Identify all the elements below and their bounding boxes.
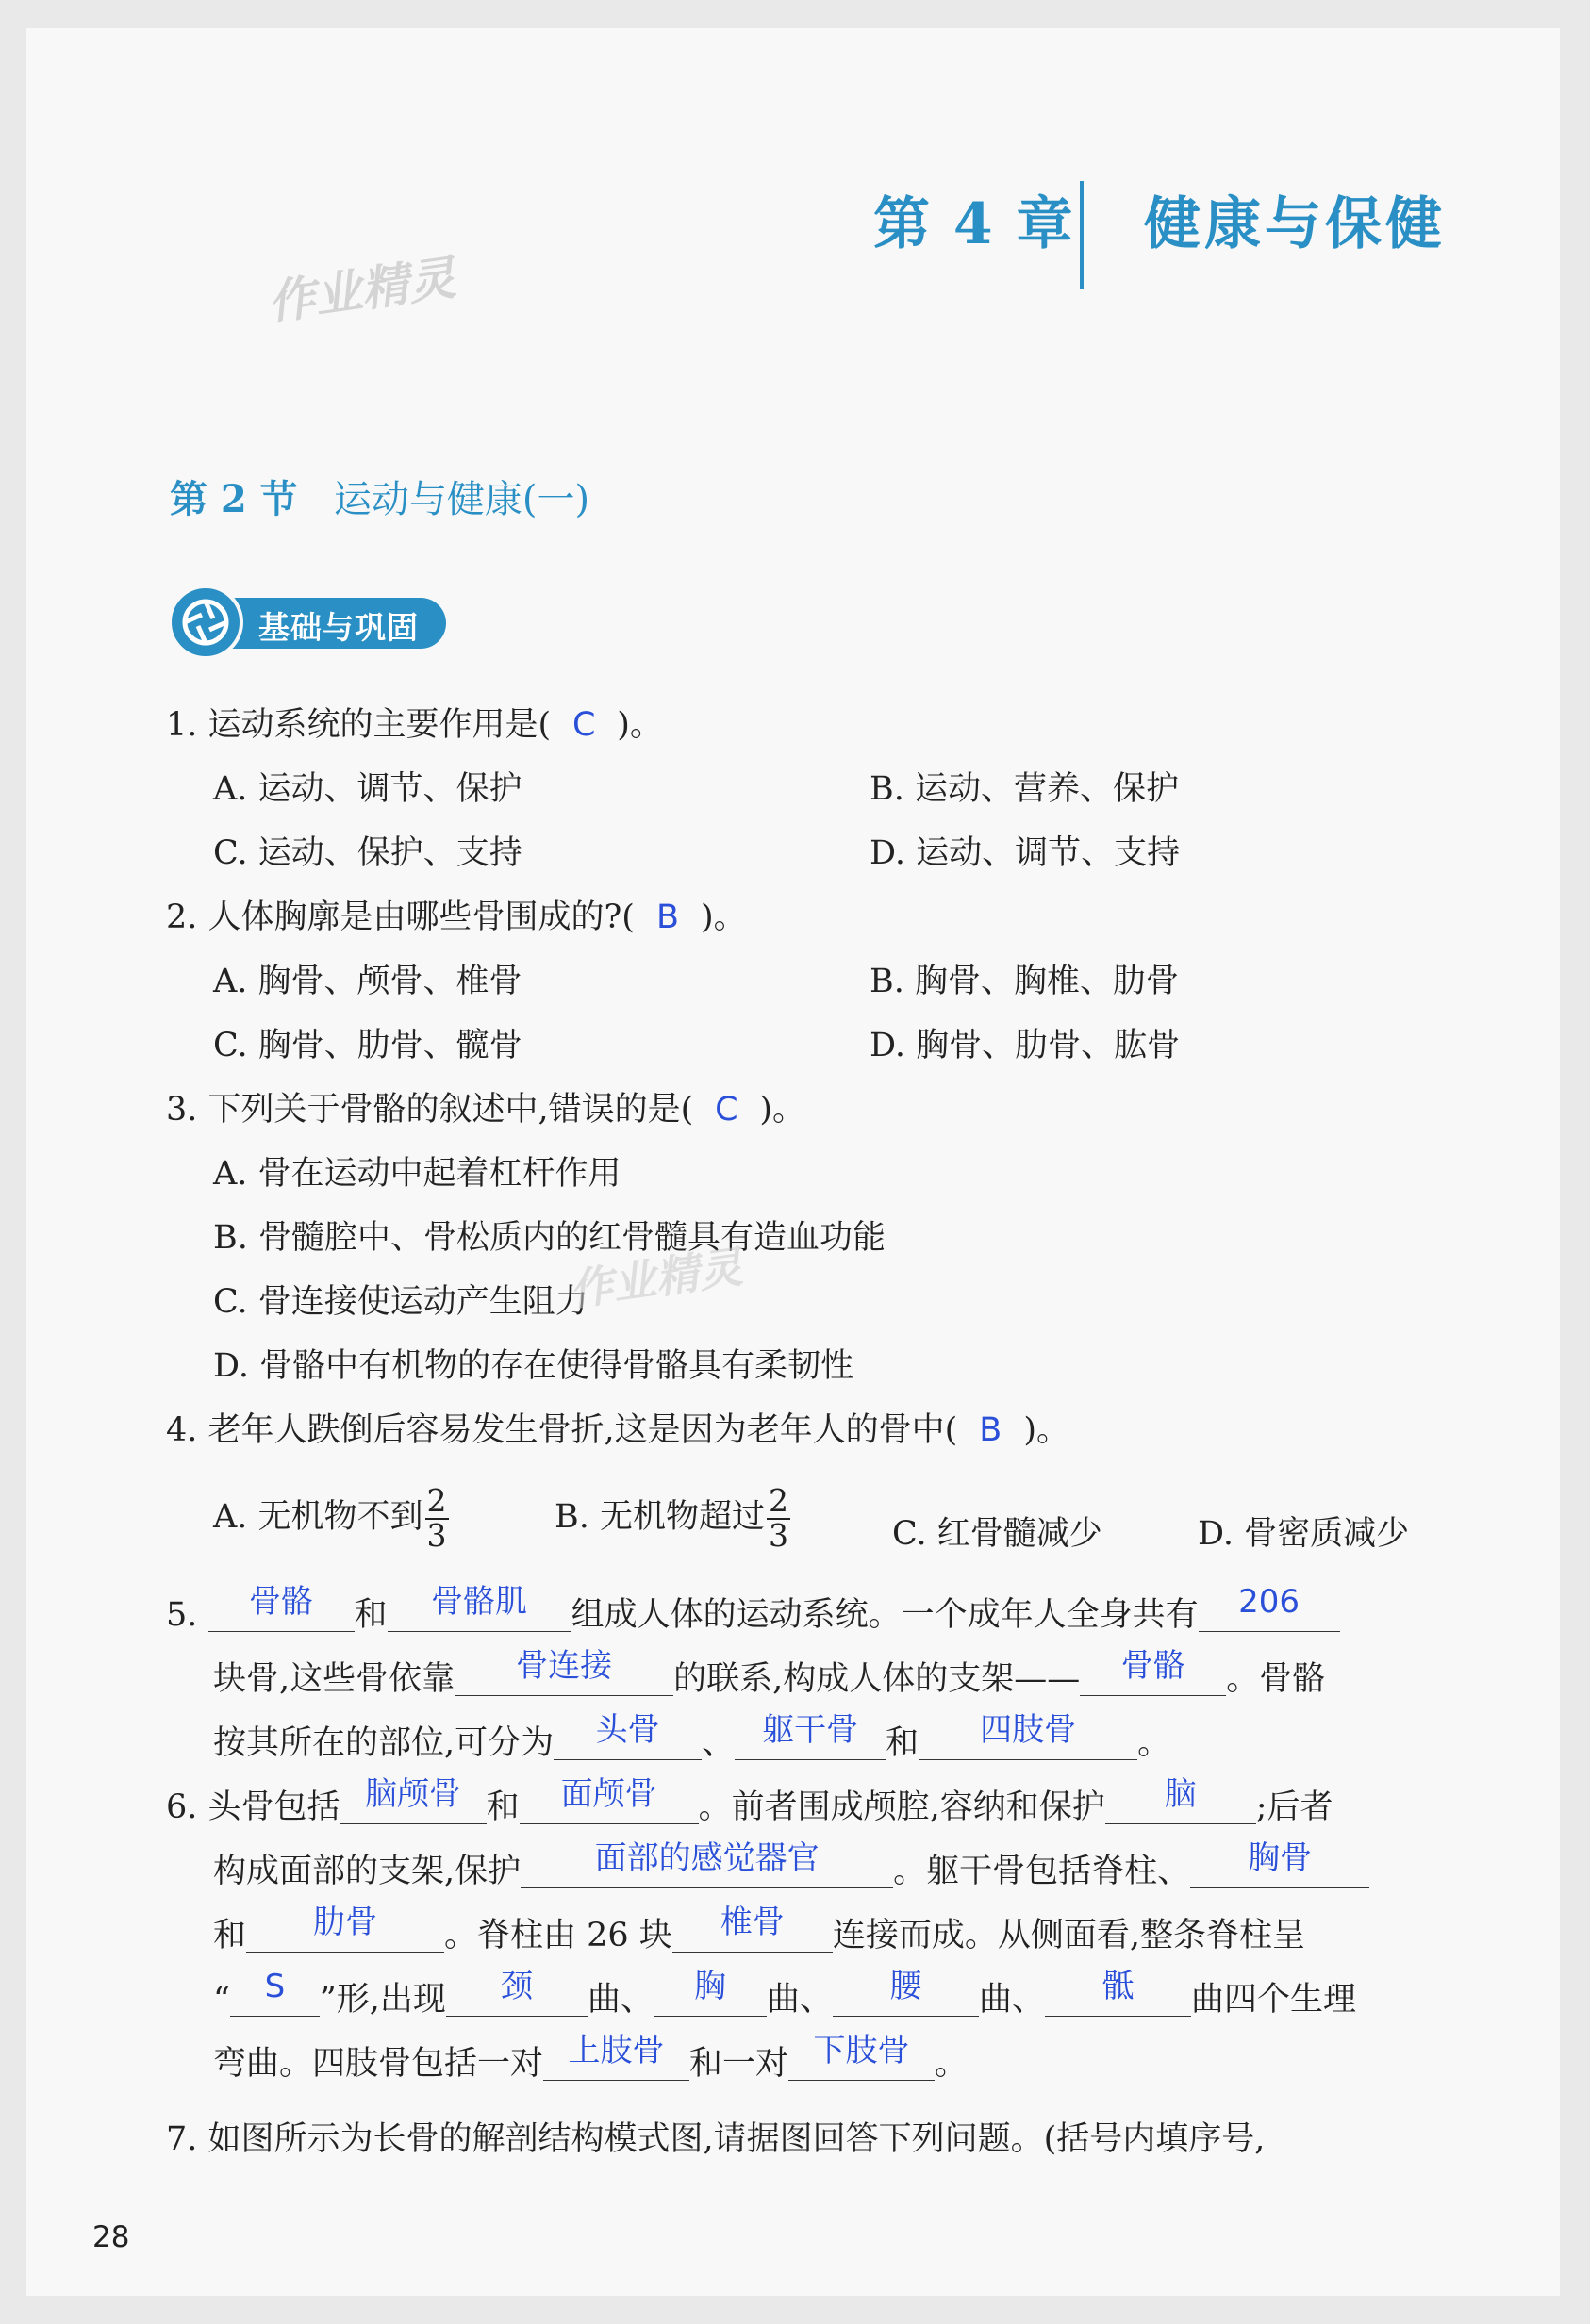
q6-blank-11: 腰 (833, 1980, 979, 2017)
q3-option-d: D. 骨骼中有机物的存在使得骨骼具有柔韧性 (213, 1347, 854, 1385)
answer-4: B (979, 1411, 1002, 1449)
answer-3: C (715, 1091, 738, 1129)
q4-option-c: C. 红骨髓减少 (892, 1515, 1102, 1553)
q6-blank-1: 脑颅骨 (340, 1788, 487, 1824)
q6-blank-10: 胸 (654, 1980, 767, 2017)
q3-option-c: C. 骨连接使运动产生阻力 (213, 1283, 588, 1321)
question-6-line-3: 和 肋骨 。脊柱由 26 块 椎骨 连接而成。从侧面看,整条脊柱呈 (213, 1904, 1305, 1954)
q2-option-a: A. 胸骨、颅骨、椎骨 (213, 963, 522, 1000)
question-6-line-5: 弯曲。四肢骨包括一对 上肢骨 和一对 下肢骨 。 (213, 2032, 969, 2083)
badge-label: 基础与巩固 (258, 609, 419, 646)
answer-2: B (655, 898, 679, 936)
q2-option-d: D. 胸骨、肋骨、肱骨 (870, 1027, 1181, 1064)
answer-1: C (571, 706, 596, 744)
q1-option-b: B. 运动、营养、保护 (870, 770, 1179, 808)
fraction-two-thirds: $\frac{2}{3}$ (768, 1482, 788, 1554)
chapter-title: 健康与保健 (1144, 191, 1446, 257)
q6-blank-14: 下肢骨 (788, 2044, 935, 2081)
section-number: 第 2 节 (170, 477, 298, 521)
q5-blank-7: 躯干骨 (735, 1723, 886, 1760)
question-5-line-1: 5. 骨骼 和 骨骼肌 组成人体的运动系统。一个成年人全身共有 206 (166, 1595, 1340, 1632)
q6-blank-2: 面颅骨 (520, 1788, 699, 1824)
q2-option-c: C. 胸骨、肋骨、髋骨 (213, 1027, 522, 1064)
watermark-logo: 作业精灵 (264, 250, 459, 331)
question-5-line-3: 按其所在的部位,可分为 头骨 、 躯干骨 和 四肢骨 。 (213, 1711, 1171, 1762)
question-2: 2. 人体胸廓是由哪些骨围成的?( B )。 (166, 898, 747, 936)
q3-option-a: A. 骨在运动中起着杠杆作用 (213, 1155, 621, 1193)
question-6-line-4: “ S ”形,出现 颈 曲、 胸 曲、 腰 曲、 骶 曲四个生理 (213, 1968, 1356, 2019)
q6-blank-9: 颈 (446, 1980, 588, 2017)
q6-blank-5: 胸骨 (1190, 1852, 1369, 1888)
q5-blank-5: 骨骼 (1080, 1659, 1226, 1696)
question-6-line-1: 6. 头骨包括 脑颅骨 和 面颅骨 。前者围成颅腔,容纳和保护 脑 ;后者 (166, 1775, 1333, 1826)
q6-blank-6: 肋骨 (246, 1916, 444, 1953)
q5-blank-8: 四肢骨 (919, 1723, 1137, 1760)
question-1: 1. 运动系统的主要作用是( C )。 (166, 706, 663, 744)
q6-blank-4: 面部的感觉器官 (521, 1852, 893, 1888)
q1-option-a: A. 运动、调节、保护 (213, 770, 522, 808)
question-3: 3. 下列关于骨骼的叙述中,错误的是( C )。 (166, 1091, 805, 1129)
fraction-two-thirds: $\frac{2}{3}$ (426, 1482, 447, 1554)
q5-blank-1: 骨骼 (208, 1595, 355, 1632)
q6-blank-13: 上肢骨 (543, 2044, 689, 2081)
q6-blank-8: S (230, 1980, 320, 2017)
q5-blank-3: 206 (1199, 1595, 1340, 1632)
q6-blank-7: 椎骨 (672, 1916, 833, 1953)
chapter-number: 第 4 章 (873, 191, 1075, 257)
page-number: 28 (92, 2220, 130, 2254)
aperture-icon (168, 585, 243, 660)
q1-option-d: D. 运动、调节、支持 (870, 834, 1181, 872)
chapter-divider (1080, 181, 1084, 289)
q4-option-b: B. 无机物超过 $\frac{2}{3}$ (555, 1482, 788, 1554)
q4-option-d: D. 骨密质减少 (1198, 1515, 1410, 1553)
question-7: 7. 如图所示为长骨的解剖结构模式图,请据图回答下列问题。(括号内填序号, (166, 2120, 1266, 2158)
q1-option-c: C. 运动、保护、支持 (213, 834, 522, 872)
section-name: 运动与健康(一) (333, 478, 590, 521)
q2-option-b: B. 胸骨、胸椎、肋骨 (870, 963, 1179, 1000)
q6-blank-12: 骶 (1045, 1980, 1191, 2017)
watermark-logo: 作业精灵 (566, 1241, 746, 1316)
q5-blank-6: 头骨 (554, 1723, 702, 1760)
question-6-line-2: 构成面部的支架,保护 面部的感觉器官 。躯干骨包括脊柱、 胸骨 (213, 1852, 1369, 1888)
q5-blank-2: 骨骼肌 (388, 1595, 571, 1632)
textbook-page (26, 28, 1560, 2296)
q4-option-a: A. 无机物不到 $\frac{2}{3}$ (213, 1482, 447, 1554)
basics-badge (168, 585, 451, 660)
question-4: 4. 老年人跌倒后容易发生骨折,这是因为老年人的骨中( B )。 (166, 1411, 1069, 1449)
question-5-line-2: 块骨,这些骨依靠 骨连接 的联系,构成人体的支架—— 骨骼 。骨骼 (213, 1647, 1326, 1698)
q5-blank-4: 骨连接 (455, 1659, 673, 1696)
q6-blank-3: 脑 (1105, 1788, 1256, 1824)
section-title (170, 470, 589, 523)
q3-option-b: B. 骨髓腔中、骨松质内的红骨髓具有造血功能 (213, 1219, 886, 1257)
